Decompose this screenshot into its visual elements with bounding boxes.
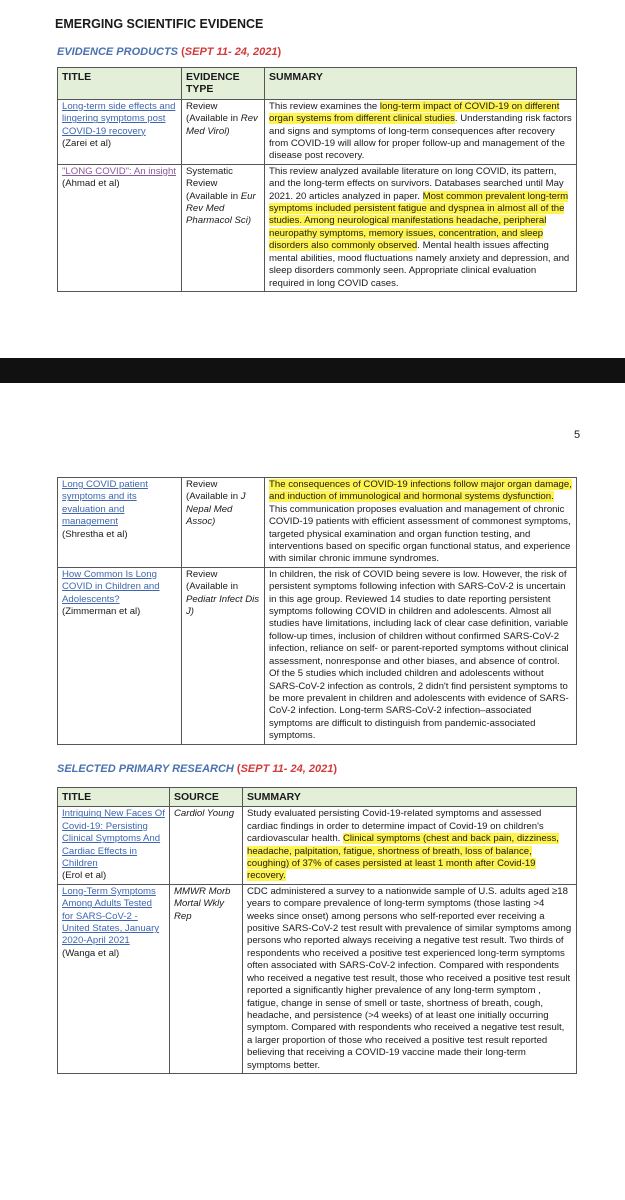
highlighted-text: Clinical symptoms (chest and back pain, dizziness, headache, palpitation, fatigue, shortness of breath, loss of balance, coughing) of 37% of cases persisted at least 1 month after Covid-19 recovery. — [247, 833, 559, 882]
evidence-type-text: Review (Available in — [186, 100, 241, 125]
table-header-row — [58, 68, 577, 100]
journal-name: Cardiol Young — [174, 808, 235, 820]
article-authors: (Zimmerman et al) — [62, 606, 141, 618]
evidence-products-table — [57, 67, 577, 292]
paren: ( — [236, 763, 241, 775]
summary-text: Study evaluated persisting Covid-19-related symptoms and assessed cardiac findings in order to determine impact of Covid-19 on children's cardiovascular health. — [247, 808, 544, 845]
column-header-source: SOURCE — [170, 788, 243, 807]
title-cell — [58, 567, 182, 744]
section-heading-evidence-products — [57, 46, 281, 58]
paren: ( — [181, 46, 185, 58]
section-heading-primary-research — [57, 763, 337, 775]
section-date: SEPT 11- 24, 2021 — [184, 46, 278, 58]
evidence-type-text: Systematic Review (Available in — [186, 165, 241, 202]
type-cell — [170, 807, 243, 884]
table-row — [58, 164, 577, 291]
summary-cell — [265, 478, 577, 568]
article-link[interactable]: Long-term side effects and lingering symptoms post COVID-19 recovery — [62, 100, 176, 137]
column-header-summary: SUMMARY — [243, 788, 577, 807]
page-separator — [0, 358, 625, 383]
article-authors: (Ahmad et al) — [62, 178, 120, 190]
summary-text: This communication proposes evaluation and management of chronic COVID-19 patients with efficient assessment of commonest symptoms, targeted physical examination and organ function testing, and interventions based on specific organ functional status, and experience with similar chronic immune syndromes. — [269, 503, 571, 565]
section-heading-text: EVIDENCE PRODUCTS — [57, 46, 179, 58]
article-link[interactable]: "LONG COVID": An insight — [62, 165, 176, 177]
primary-research-table — [57, 787, 577, 1074]
article-link[interactable]: Long COVID patient symptoms and its evaluation and management — [62, 479, 148, 528]
document-title: EMERGING SCIENTIFIC EVIDENCE — [55, 17, 264, 31]
journal-name: J Nepal Med Assoc) — [186, 491, 246, 528]
article-authors: (Erol et al) — [62, 870, 107, 882]
type-cell — [182, 478, 265, 568]
title-cell — [58, 478, 182, 568]
column-header-title: TITLE — [58, 788, 170, 807]
title-cell — [58, 164, 182, 291]
section-heading-text: SELECTED PRIMARY RESEARCH — [57, 763, 234, 775]
type-cell — [170, 884, 243, 1073]
highlighted-text: long-term impact of COVID-19 on different organ systems from different clinical studies — [269, 100, 560, 125]
column-header-summary: SUMMARY — [265, 68, 577, 100]
document-page-2 — [0, 383, 625, 1200]
type-cell — [182, 99, 265, 164]
section-date: SEPT 11- 24, 2021 — [240, 763, 334, 775]
journal-name: Eur Rev Med Pharmacol Sci) — [186, 190, 256, 227]
title-cell — [58, 884, 170, 1073]
summary-cell — [243, 807, 577, 884]
article-link[interactable]: Long-Term Symptoms Among Adults Tested for SARS-CoV-2 - United States, January 2020-April 2021 — [62, 885, 160, 947]
evidence-products-table-continued — [57, 477, 577, 745]
title-cell — [58, 807, 170, 884]
journal-name: Pediatr Infect Dis J) — [186, 593, 260, 618]
highlighted-text: The consequences of COVID-19 infections follow major organ damage, and induction of immunological and hormonal systems dysfunction. — [269, 479, 572, 503]
summary-text: . Understanding risk factors and signs and symptoms of long-term consequences after recovery from COVID-19 will allow for proper follow-up and management of the disease post recovery. — [269, 113, 572, 162]
summary-cell — [243, 884, 577, 1073]
type-cell — [182, 164, 265, 291]
journal-name: MMWR Morb Mortal Wkly Rep — [174, 885, 231, 922]
table-row — [58, 99, 577, 164]
table-row — [58, 884, 577, 1073]
column-header-title: TITLE — [58, 68, 182, 100]
paren: ) — [333, 763, 337, 775]
table-row — [58, 478, 577, 568]
document-page-1 — [0, 0, 625, 358]
summary-text: This review analyzed available literature on long COVID, its pattern, and the long-term effects on survivors. Databases searched until May 2021. 20 articles analyzed in paper. — [269, 165, 564, 202]
table-row — [58, 807, 577, 884]
summary-cell — [265, 99, 577, 164]
article-link[interactable]: How Common Is Long COVID in Children and Adolescents? — [62, 568, 160, 605]
article-authors: (Shrestha et al) — [62, 528, 128, 540]
summary-cell — [265, 567, 577, 744]
table-header-row — [58, 788, 577, 807]
table-row — [58, 567, 577, 744]
summary-text: CDC administered a survey to a nationwide sample of U.S. adults aged ≥18 years to compare prevalence of long-term symptoms (those lasting >4 weeks since onset) among persons who self-reported ever receiving a positive SARS-CoV-2 test result with prevalence of similar symptoms among persons who reported always receiving a negative test result. Two thirds of respondents who received a positive test experienced long-term symptoms often associated with SARS-CoV-2 infection. Compared with respondents who received a negative test result, those who received a positive test result reported a significantly higher prevalence of any long-term symptom , fatigue, change in sense of smell or taste, shortness of breath, cough, headache, and persistence (>4 weeks) of at least one initially occurring symptom. Compared with respondents who received a negative test result, a larger proportion of those who received a positive test result reported believing that receiving a COVID-19 vaccine made their long-term symptoms better. — [247, 885, 572, 1071]
evidence-type-text: Review (Available in — [186, 568, 239, 593]
column-header-evidence-type: EVIDENCE TYPE — [182, 68, 265, 100]
page-number: 5 — [574, 429, 581, 441]
paren: ) — [277, 46, 282, 58]
journal-name: Rev Med Virol) — [186, 113, 258, 137]
evidence-type-text: Review (Available in — [186, 479, 241, 503]
summary-text: In children, the risk of COVID being severe is low. However, the risk of persistent symptoms following infection with SARS-CoV-2 is uncertain in this age group. Reviewed 14 studies to date reporting persistent symptoms following COVID in children and adolescents. Almost all studies have limitations, including lack of clear case definition, variable follow-up times, inclusion of children without confirmed SARS-CoV-2 infection, reliance on self- or parent-reported symptoms without clinical assessment, nonresponse and other biases, and absence of control. Of the 5 studies which included children and adolescents without SARS-CoV-2 infection as controls, 2 didn't find persistent symptoms to be more prevalent in children and adolescents with evidence of SARS-CoV-2 infection. Long-term SARS-CoV-2 infection–associated symptoms are difficult to distinguish from pandemic-associated symptoms. — [269, 568, 569, 742]
summary-text: . Mental health issues affecting mental abilities, mood fluctuations namely anxiety and depression, and sleep disorders commonly seen. Appropriate clinical evaluation required in long COVID cases. — [269, 240, 570, 289]
article-authors: (Wanga et al) — [62, 947, 120, 959]
summary-cell — [265, 164, 577, 291]
highlighted-text: Most common prevalent long-term symptoms included persistent fatigue and dyspnea in almost all of the studies. Among neurological manifestations headache, peripheral neuropathy symptoms, memory issues, concentration, and sleep disorders also commonly observed — [269, 190, 569, 252]
title-cell — [58, 99, 182, 164]
article-link[interactable]: Intriguing New Faces Of Covid-19: Persisting Clinical Symptoms And Cardiac Effects in Children — [62, 808, 165, 870]
summary-text: This review examines the — [269, 100, 380, 112]
article-authors: (Zarei et al) — [62, 138, 112, 150]
type-cell — [182, 567, 265, 744]
